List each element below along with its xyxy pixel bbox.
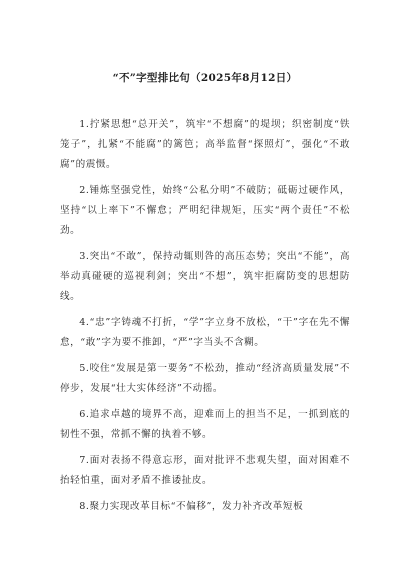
list-item: 8.聚力实现改革目标“不偏移”，发力补齐改革短板 — [79, 501, 304, 512]
list-item: 4.“忠”字铸魂不打折，“学”字立身不放松，“干”字在先不懈怠，“敢”字为要不推卸，“严”字当头不含糊。 — [60, 317, 350, 348]
list-item: 1.拧紧思想“总开关”，筑牢“不想腐”的堤坝；织密制度“铁笼子”，扎紧“不能腐”的篱笆；高举监督“探照灯”，强化“不敢腐”的震慑。 — [60, 119, 350, 170]
list-item: 7.面对表扬不得意忘形，面对批评不悲观失望，面对困难不抬轻怕重，面对矛盾不推诿扯皮。 — [60, 455, 350, 486]
parallel-sentence-list — [60, 115, 350, 517]
list-item: 3.突出“不敢”，保持动辄则咎的高压态势；突出“不能”，高举动真碰硬的巡视利剑；突出“不想”，筑牢拒腐防变的思想防线。 — [60, 251, 350, 302]
document-title: “不”字型排比句（2025年8月12日） — [112, 72, 298, 84]
list-item: 2.锤炼坚强党性，始终“公私分明”不破防；砥砺过硬作风，坚持“以上率下”不懈怠；严明纪律规矩，压实“两个责任”不松劲。 — [60, 185, 350, 236]
list-item: 6.追求卓越的境界不高，迎难而上的担当不足，一抓到底的韧性不强，常抓不懈的执着不够。 — [60, 409, 350, 440]
list-item: 5.咬住“发展是第一要务”不松劲，推动“经济高质量发展”不停步，发展“壮大实体经济”不动摇。 — [60, 363, 350, 394]
